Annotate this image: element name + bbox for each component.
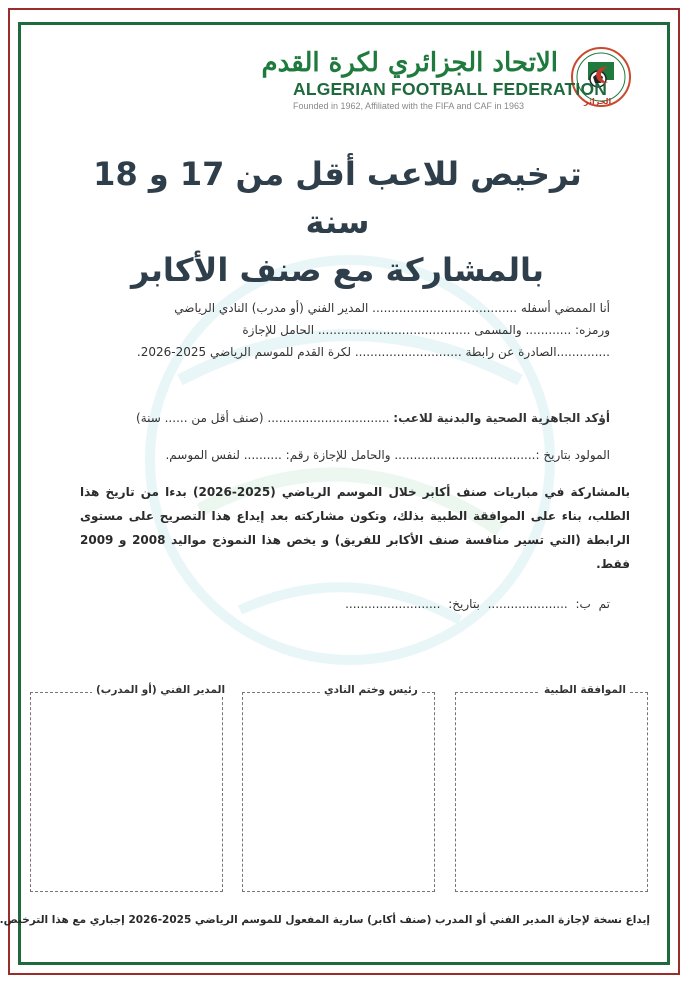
place-date-line: تم ب: ..................... بتاريخ: ......................... [345,597,610,611]
signature-box-medical [455,692,648,892]
paragraph-birth-license: المولود بتاريخ :..................................... والحامل للإجازة رقم: .......... لنفس الموسم. [165,448,610,462]
federation-name-english: ALGERIAN FOOTBALL FEDERATION [293,79,608,99]
federation-founded-note: Founded in 1962, Affiliated with the FIFA and CAF in 1963 [293,101,524,111]
signature-label-medical: الموافقة الطبية [540,684,630,696]
federation-name-arabic: الاتحاد الجزائري لكرة القدم [261,48,558,78]
title-line-2: بالمشاركة مع صنف الأكابر [130,251,545,289]
fitness-lead: أؤكد الجاهزية الصحية والبدنية للاعب: [393,411,610,425]
declaration-line-3: ..............الصادرة عن رابطة ............................ لكرة القدم للموسم الرياضي 2025-2026. [136,345,610,359]
paragraph-player-fitness [70,411,610,425]
declaration-line-2: ورمزه: ............ والمسمى ........................................ الحامل للإجازة [242,323,610,337]
paragraph-declaration [70,297,610,363]
logo-caption: الجزائر [584,97,612,106]
signature-label-coach: المدير الفني (أو المدرب) [92,684,229,696]
signature-box-president [242,692,435,892]
document-title [60,150,615,294]
fitness-rest: ................................ (صنف أقل من ...... سنة) [136,411,394,425]
signature-box-coach [30,692,223,892]
signature-label-president: رئيس وختم النادي [320,684,422,696]
title-line-1: ترخيص للاعب أقل من 17 و 18 سنة [93,155,582,241]
paragraph-participation: بالمشاركة في مباريات صنف أكابر خلال الموسم الرياضي (2025-2026) بدءا من تاريخ هذا الطلب، بناء على الموافقة الطبية بذلك، وتكون مشاركته بعد إيداع هذا التصريح على مستوى الرابطة (التي تسير منافسة صنف الأكابر للفريق) و يخص هذا النموذج مواليد 2008 و 2009 فقط. [80,485,630,571]
declaration-line-1: أنا الممضي أسفله ...................................... المدير الفني (أو مدرب) النادي الرياضي [174,301,610,315]
footer-note: إيداع نسخة لإجازة المدير الفني أو المدرب (صنف أكابر) سارية المفعول للموسم الرياضي 2025-2026 إجباري مع هذا الترخيص. [0,914,650,926]
